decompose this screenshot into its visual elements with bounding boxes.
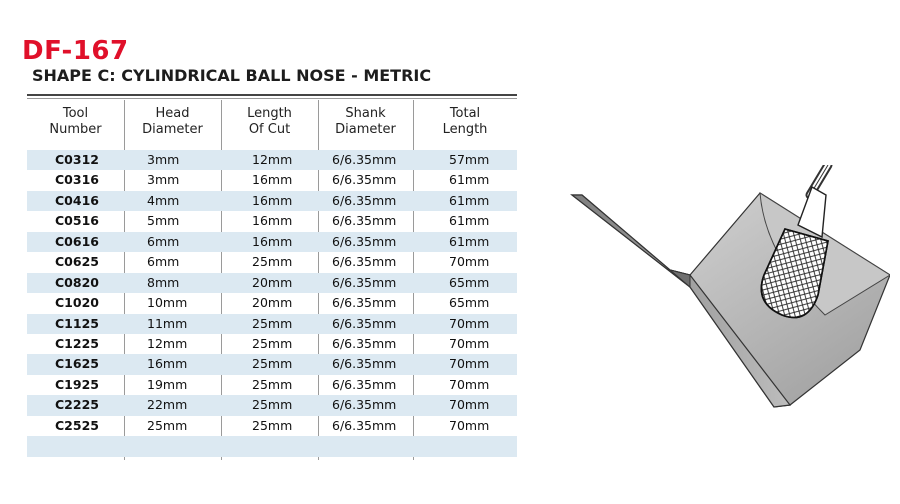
shank-diameter-cell: 6/6.35mm (332, 213, 397, 229)
total-length-cell: 65mm (449, 274, 490, 290)
shank-diameter-cell: 6/6.35mm (332, 192, 397, 208)
tool-number-cell: C1625 (55, 356, 99, 372)
length-of-cut-cell: 16mm (252, 172, 293, 188)
header-line: Of Cut (248, 122, 291, 137)
table-row (27, 354, 517, 374)
head-diameter-cell: 22mm (147, 397, 188, 413)
total-length-cell: 70mm (449, 315, 490, 331)
product-code-title: DF-167 (22, 36, 129, 66)
header-tool-number (27, 100, 124, 144)
table-body (27, 150, 517, 457)
total-length-cell: 70mm (449, 376, 490, 392)
header-line: Diameter (335, 122, 396, 137)
total-length-cell: 61mm (449, 172, 490, 188)
shank-diameter-cell: 6/6.35mm (332, 152, 397, 167)
table-row (27, 293, 517, 313)
shank-diameter-cell: 6/6.35mm (332, 417, 397, 433)
table-row (27, 416, 517, 436)
head-diameter-cell: 25mm (147, 417, 188, 433)
total-length-cell: 70mm (449, 356, 490, 372)
header-line: Tool (62, 106, 89, 121)
length-of-cut-cell: 25mm (252, 315, 293, 331)
total-length-cell: 61mm (449, 192, 490, 208)
length-of-cut-cell: 25mm (252, 417, 293, 433)
tool-number-cell: C0616 (55, 233, 99, 249)
table-row (27, 273, 517, 293)
head-diameter-cell: 8mm (147, 274, 180, 290)
shank-diameter-cell: 6/6.35mm (332, 274, 397, 290)
head-diameter-cell: 10mm (147, 295, 188, 311)
shank-diameter-cell: 6/6.35mm (332, 335, 397, 351)
head-diameter-cell: 5mm (147, 213, 180, 229)
tool-number-cell: C0416 (55, 192, 99, 208)
tool-number-cell: C1020 (55, 295, 99, 311)
header-line: Head (155, 106, 190, 121)
spec-table (27, 100, 517, 460)
shank-diameter-cell: 6/6.35mm (332, 172, 397, 188)
total-length-cell: 61mm (449, 233, 490, 249)
product-subtitle: SHAPE C: CYLINDRICAL BALL NOSE - METRIC (32, 66, 432, 85)
tool-number-cell: C0516 (55, 213, 99, 229)
length-of-cut-cell: 16mm (252, 192, 293, 208)
table-row (27, 211, 517, 231)
table-row (27, 150, 517, 170)
head-diameter-cell: 16mm (147, 356, 188, 372)
length-of-cut-cell: 20mm (252, 295, 293, 311)
header-shank-diameter (318, 100, 413, 144)
tool-number-cell: C2525 (55, 417, 99, 433)
total-length-cell: 70mm (449, 254, 490, 270)
head-diameter-cell: 3mm (147, 172, 180, 188)
header-line: Length (442, 122, 488, 137)
head-diameter-cell: 6mm (147, 254, 180, 270)
shank-diameter-cell: 6/6.35mm (332, 254, 397, 270)
length-of-cut-cell: 16mm (252, 233, 293, 249)
head-diameter-cell: 4mm (147, 192, 180, 208)
total-length-cell: 61mm (449, 213, 490, 229)
cylindrical-ball-nose-burr-icon (560, 165, 890, 410)
shank-diameter-cell: 6/6.35mm (332, 315, 397, 331)
table-row (27, 191, 517, 211)
length-of-cut-cell: 16mm (252, 213, 293, 229)
tool-number-cell: C0316 (55, 172, 99, 188)
table-row (27, 395, 517, 415)
header-line: Total (449, 106, 481, 121)
length-of-cut-cell: 20mm (252, 274, 293, 290)
head-diameter-cell: 11mm (147, 315, 188, 331)
total-length-cell: 70mm (449, 417, 490, 433)
tool-number-cell: C1125 (55, 315, 99, 331)
tool-number-cell: C1925 (55, 376, 99, 392)
shank-diameter-cell: 6/6.35mm (332, 233, 397, 249)
head-diameter-cell: 6mm (147, 233, 180, 249)
length-of-cut-cell: 25mm (252, 376, 293, 392)
length-of-cut-cell: 12mm (252, 152, 293, 167)
head-diameter-cell: 19mm (147, 376, 188, 392)
table-row (27, 252, 517, 272)
head-diameter-cell: 3mm (147, 152, 180, 167)
tool-number-cell: C0625 (55, 254, 99, 270)
header-line: Diameter (142, 122, 203, 137)
shank-diameter-cell: 6/6.35mm (332, 376, 397, 392)
total-length-cell: 70mm (449, 397, 490, 413)
tool-number-cell: C2225 (55, 397, 99, 413)
table-row (27, 232, 517, 252)
length-of-cut-cell: 25mm (252, 356, 293, 372)
shank-diameter-cell: 6/6.35mm (332, 295, 397, 311)
header-line: Length (247, 106, 292, 121)
tool-number-cell: C1225 (55, 335, 99, 351)
table-row (27, 334, 517, 354)
table-row (27, 314, 517, 334)
tool-number-cell: C0312 (55, 152, 99, 167)
header-total-length (413, 100, 517, 144)
tool-number-cell: C0820 (55, 274, 99, 290)
header-length-of-cut (221, 100, 318, 144)
length-of-cut-cell: 25mm (252, 397, 293, 413)
shank-diameter-cell: 6/6.35mm (332, 356, 397, 372)
total-length-cell: 70mm (449, 335, 490, 351)
table-row (27, 375, 517, 395)
table-row (27, 170, 517, 190)
length-of-cut-cell: 25mm (252, 335, 293, 351)
table-top-rule-thin (27, 98, 517, 99)
total-length-cell: 65mm (449, 295, 490, 311)
head-diameter-cell: 12mm (147, 335, 188, 351)
header-head-diameter (124, 100, 221, 144)
table-row-empty (27, 436, 517, 457)
shank-diameter-cell: 6/6.35mm (332, 397, 397, 413)
table-top-rule (27, 94, 517, 96)
header-line: Number (49, 122, 102, 137)
length-of-cut-cell: 25mm (252, 254, 293, 270)
header-line: Shank (345, 106, 386, 121)
total-length-cell: 57mm (449, 152, 490, 167)
